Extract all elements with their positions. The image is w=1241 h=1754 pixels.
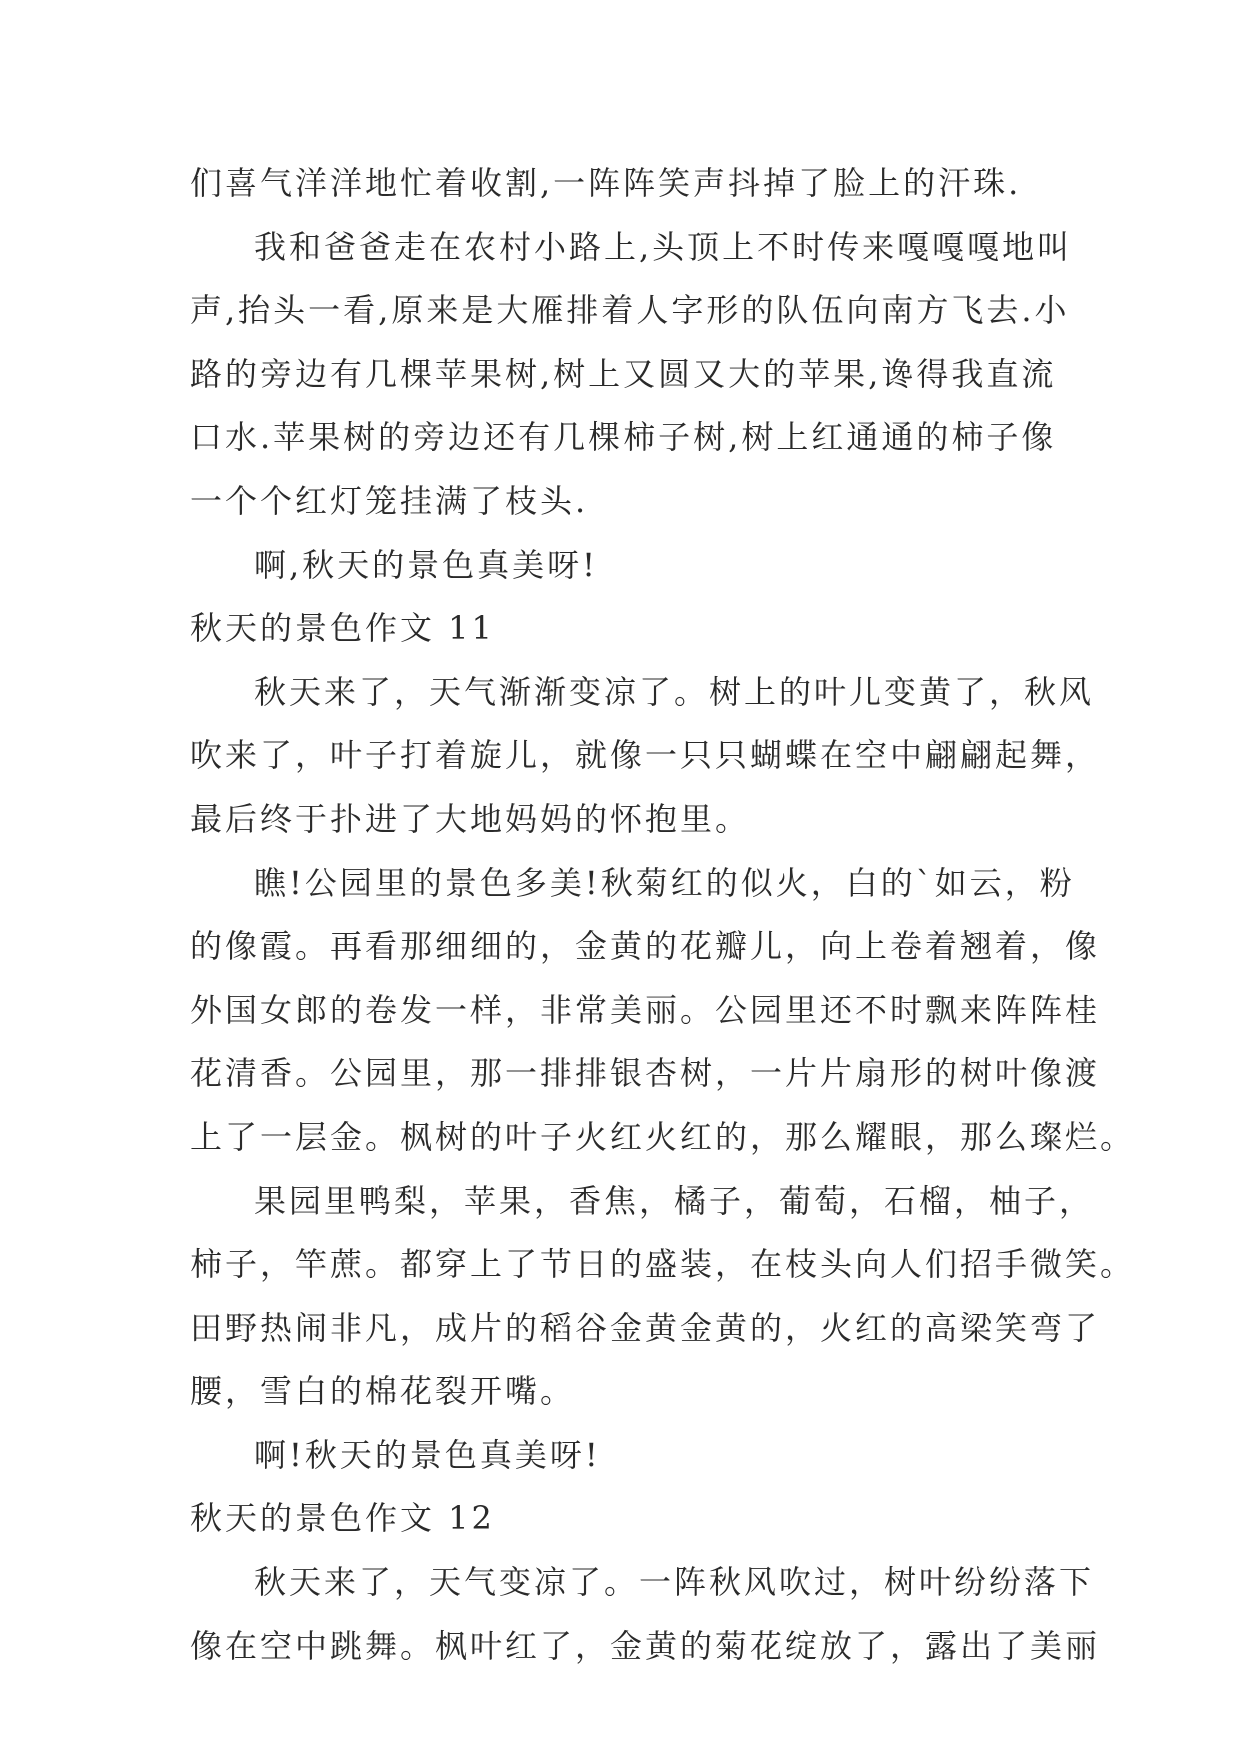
text-line: 田野热闹非凡，成片的稻谷金黄金黄的，火红的高梁笑弯了 bbox=[190, 1308, 1101, 1347]
text-line: 柿子，竿蔗。都穿上了节日的盛装，在枝头向人们招手微笑。 bbox=[190, 1245, 1136, 1284]
text-line: 的像霞。再看那细细的，金黄的花瓣儿，向上卷着翘着，像 bbox=[190, 927, 1101, 966]
paragraph-start-line: 啊!秋天的景色真美呀! bbox=[254, 1435, 601, 1474]
text-line: 外国女郎的卷发一样，非常美丽。公园里还不时飘来阵阵桂 bbox=[190, 990, 1101, 1029]
section-heading: 秋天的景色作文 12 bbox=[190, 1499, 495, 1538]
text-line: 声,抬头一看,原来是大雁排着人字形的队伍向南方飞去.小 bbox=[190, 291, 1070, 330]
text-line: 们喜气洋洋地忙着收割,一阵阵笑声抖掉了脸上的汗珠. bbox=[190, 164, 1022, 202]
text-line: 像在空中跳舞。枫叶红了，金黄的菊花绽放了，露出了美丽 bbox=[190, 1626, 1101, 1665]
text-line: 花清香。公园里，那一排排银杏树，一片片扇形的树叶像渡 bbox=[190, 1054, 1101, 1093]
text-line: 腰，雪白的棉花裂开嘴。 bbox=[190, 1372, 576, 1411]
paragraph-start-line: 秋天来了，天气变凉了。一阵秋风吹过，树叶纷纷落下 bbox=[254, 1563, 1095, 1602]
text-line: 最后终于扑进了大地妈妈的怀抱里。 bbox=[190, 799, 751, 838]
text-line: 一个个红灯笼挂满了枝头. bbox=[190, 481, 589, 520]
text-line: 路的旁边有几棵苹果树,树上又圆又大的苹果,谗得我直流 bbox=[190, 354, 1057, 393]
paragraph-start-line: 秋天来了，天气渐渐变凉了。树上的叶儿变黄了，秋风 bbox=[254, 672, 1095, 711]
document-body bbox=[190, 152, 1136, 1678]
section-heading: 秋天的景色作文 11 bbox=[190, 609, 495, 648]
paragraph-start-line: 啊,秋天的景色真美呀! bbox=[254, 545, 599, 584]
paragraph-start-line: 果园里鸭梨，苹果，香焦，橘子，葡萄，石榴，柚子， bbox=[254, 1181, 1095, 1220]
text-line: 上了一层金。枫树的叶子火红火红的，那么耀眼，那么璨烂。 bbox=[190, 1117, 1136, 1156]
paragraph-start-line: 瞧!公园里的景色多美!秋菊红的似火，白的`如云，粉 bbox=[254, 863, 1075, 902]
text-line: 吹来了，叶子打着旋儿，就像一只只蝴蝶在空中翩翩起舞， bbox=[190, 736, 1101, 775]
paragraph-start-line: 我和爸爸走在农村小路上,头顶上不时传来嘎嘎嘎地叫 bbox=[254, 227, 1073, 266]
text-line: 口水.苹果树的旁边还有几棵柿子树,树上红通通的柿子像 bbox=[190, 418, 1057, 457]
